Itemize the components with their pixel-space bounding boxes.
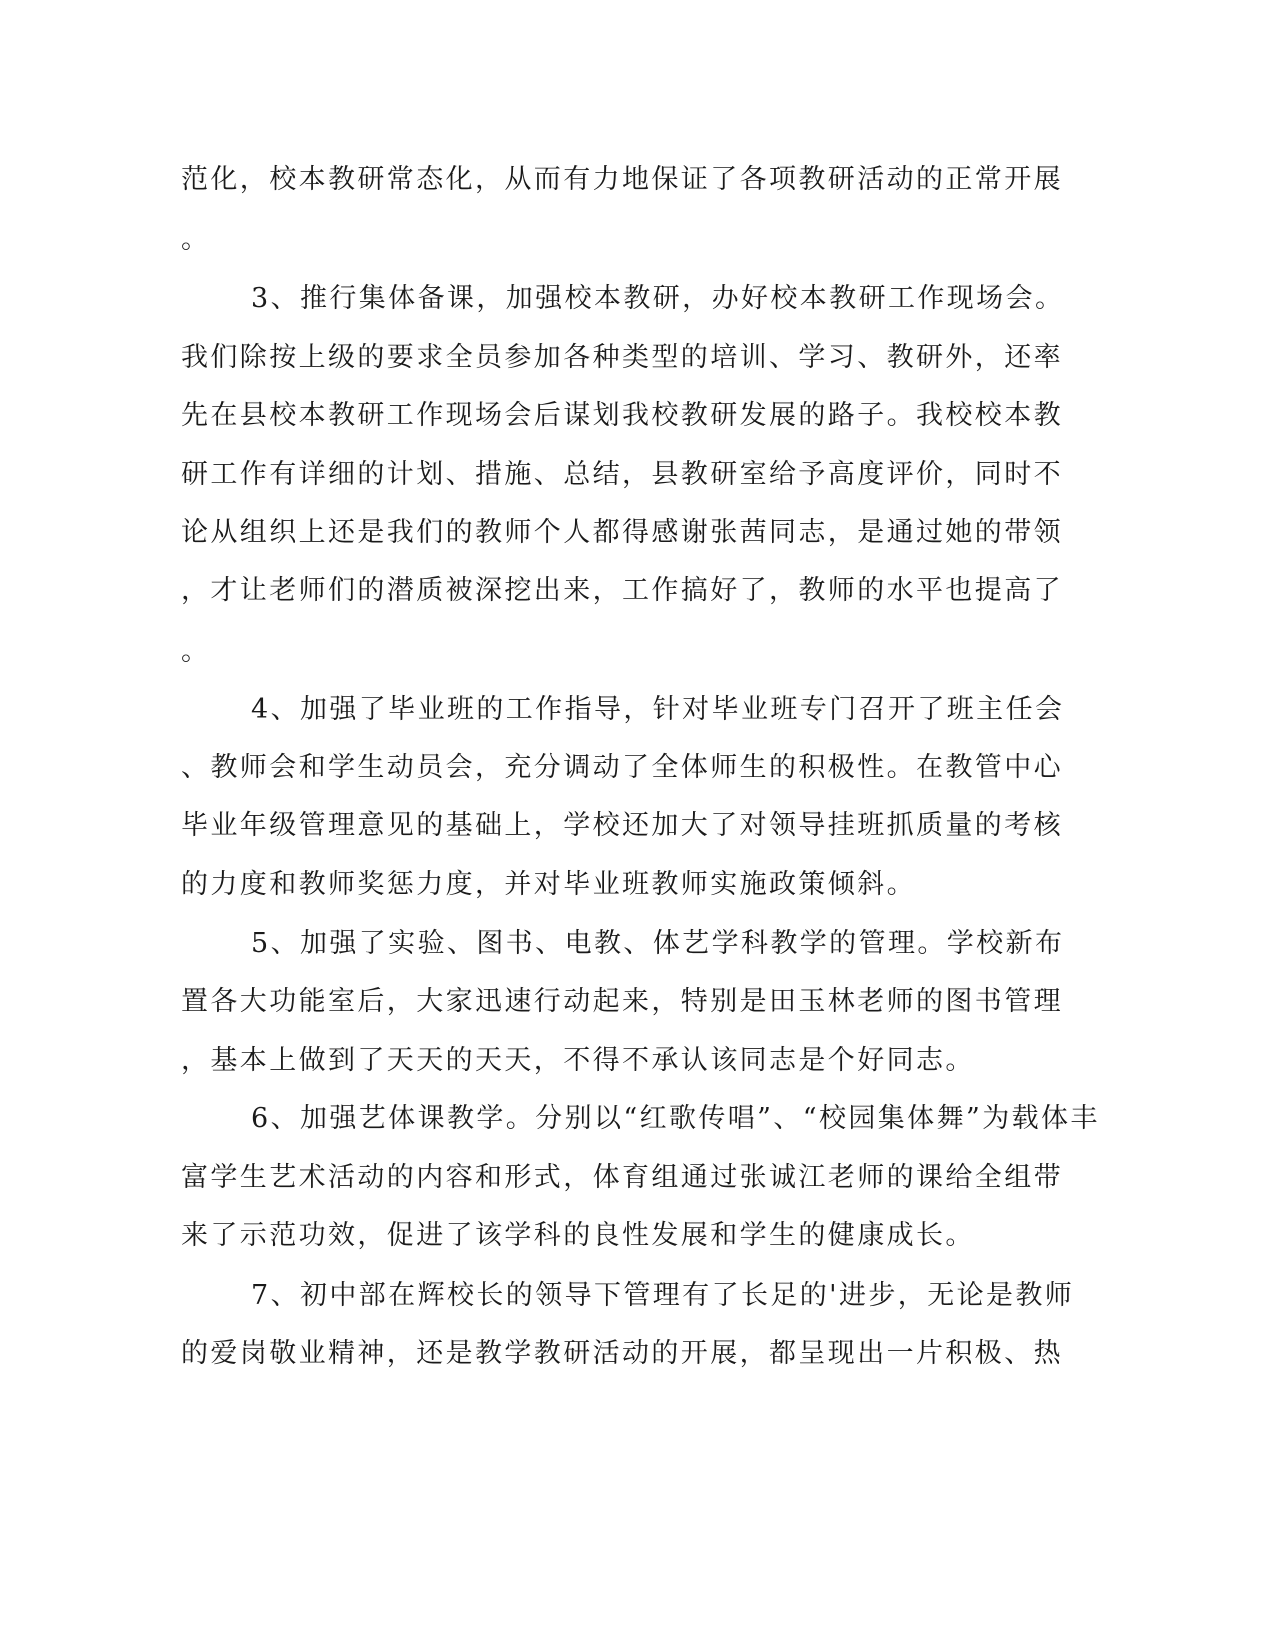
text-line: 先在县校本教研工作现场会后谋划我校教研发展的路子。我校校本教 bbox=[181, 400, 1063, 431]
text-line: 、教师会和学生动员会，充分调动了全体师生的积极性。在教管中心 bbox=[181, 752, 1063, 783]
text-line: 富学生艺术活动的内容和形式，体育组通过张诚江老师的课给全组带 bbox=[181, 1162, 1063, 1193]
text-line: 6、加强艺体课教学。分别以“红歌传唱”、“校园集体舞”为载体丰 bbox=[251, 1103, 1100, 1134]
text-line: 论从组织上还是我们的教师个人都得感谢张茜同志，是通过她的带领 bbox=[181, 517, 1063, 548]
text-line: 范化，校本教研常态化，从而有力地保证了各项教研活动的正常开展 bbox=[181, 164, 1063, 195]
text-line: 。 bbox=[181, 224, 211, 255]
text-line: 毕业年级管理意见的基础上，学校还加大了对领导挂班抓质量的考核 bbox=[181, 810, 1063, 841]
text-line: ，才让老师们的潜质被深挖出来，工作搞好了，教师的水平也提高了 bbox=[181, 575, 1063, 606]
text-line: 研工作有详细的计划、措施、总结，县教研室给予高度评价，同时不 bbox=[181, 459, 1063, 490]
text-line: 的力度和教师奖惩力度，并对毕业班教师实施政策倾斜。 bbox=[181, 869, 916, 900]
text-line: 的爱岗敬业精神，还是教学教研活动的开展，都呈现出一片积极、热 bbox=[181, 1338, 1063, 1369]
text-line: ，基本上做到了天天的天天，不得不承认该同志是个好同志。 bbox=[181, 1045, 975, 1076]
text-line: 7、初中部在辉校长的领导下管理有了长足的'进步，无论是教师 bbox=[251, 1280, 1075, 1311]
text-line: 我们除按上级的要求全员参加各种类型的培训、学习、教研外，还率 bbox=[181, 342, 1063, 373]
text-line: 来了示范功效，促进了该学科的良性发展和学生的健康成长。 bbox=[181, 1220, 975, 1251]
text-line: 。 bbox=[181, 636, 211, 667]
text-line: 3、推行集体备课，加强校本教研，办好校本教研工作现场会。 bbox=[251, 283, 1065, 314]
text-line: 5、加强了实验、图书、电教、体艺学科教学的管理。学校新布 bbox=[251, 928, 1065, 959]
text-line: 置各大功能室后，大家迅速行动起来，特别是田玉林老师的图书管理 bbox=[181, 986, 1063, 1017]
text-line: 4、加强了毕业班的工作指导，针对毕业班专门召开了班主任会 bbox=[251, 694, 1065, 725]
